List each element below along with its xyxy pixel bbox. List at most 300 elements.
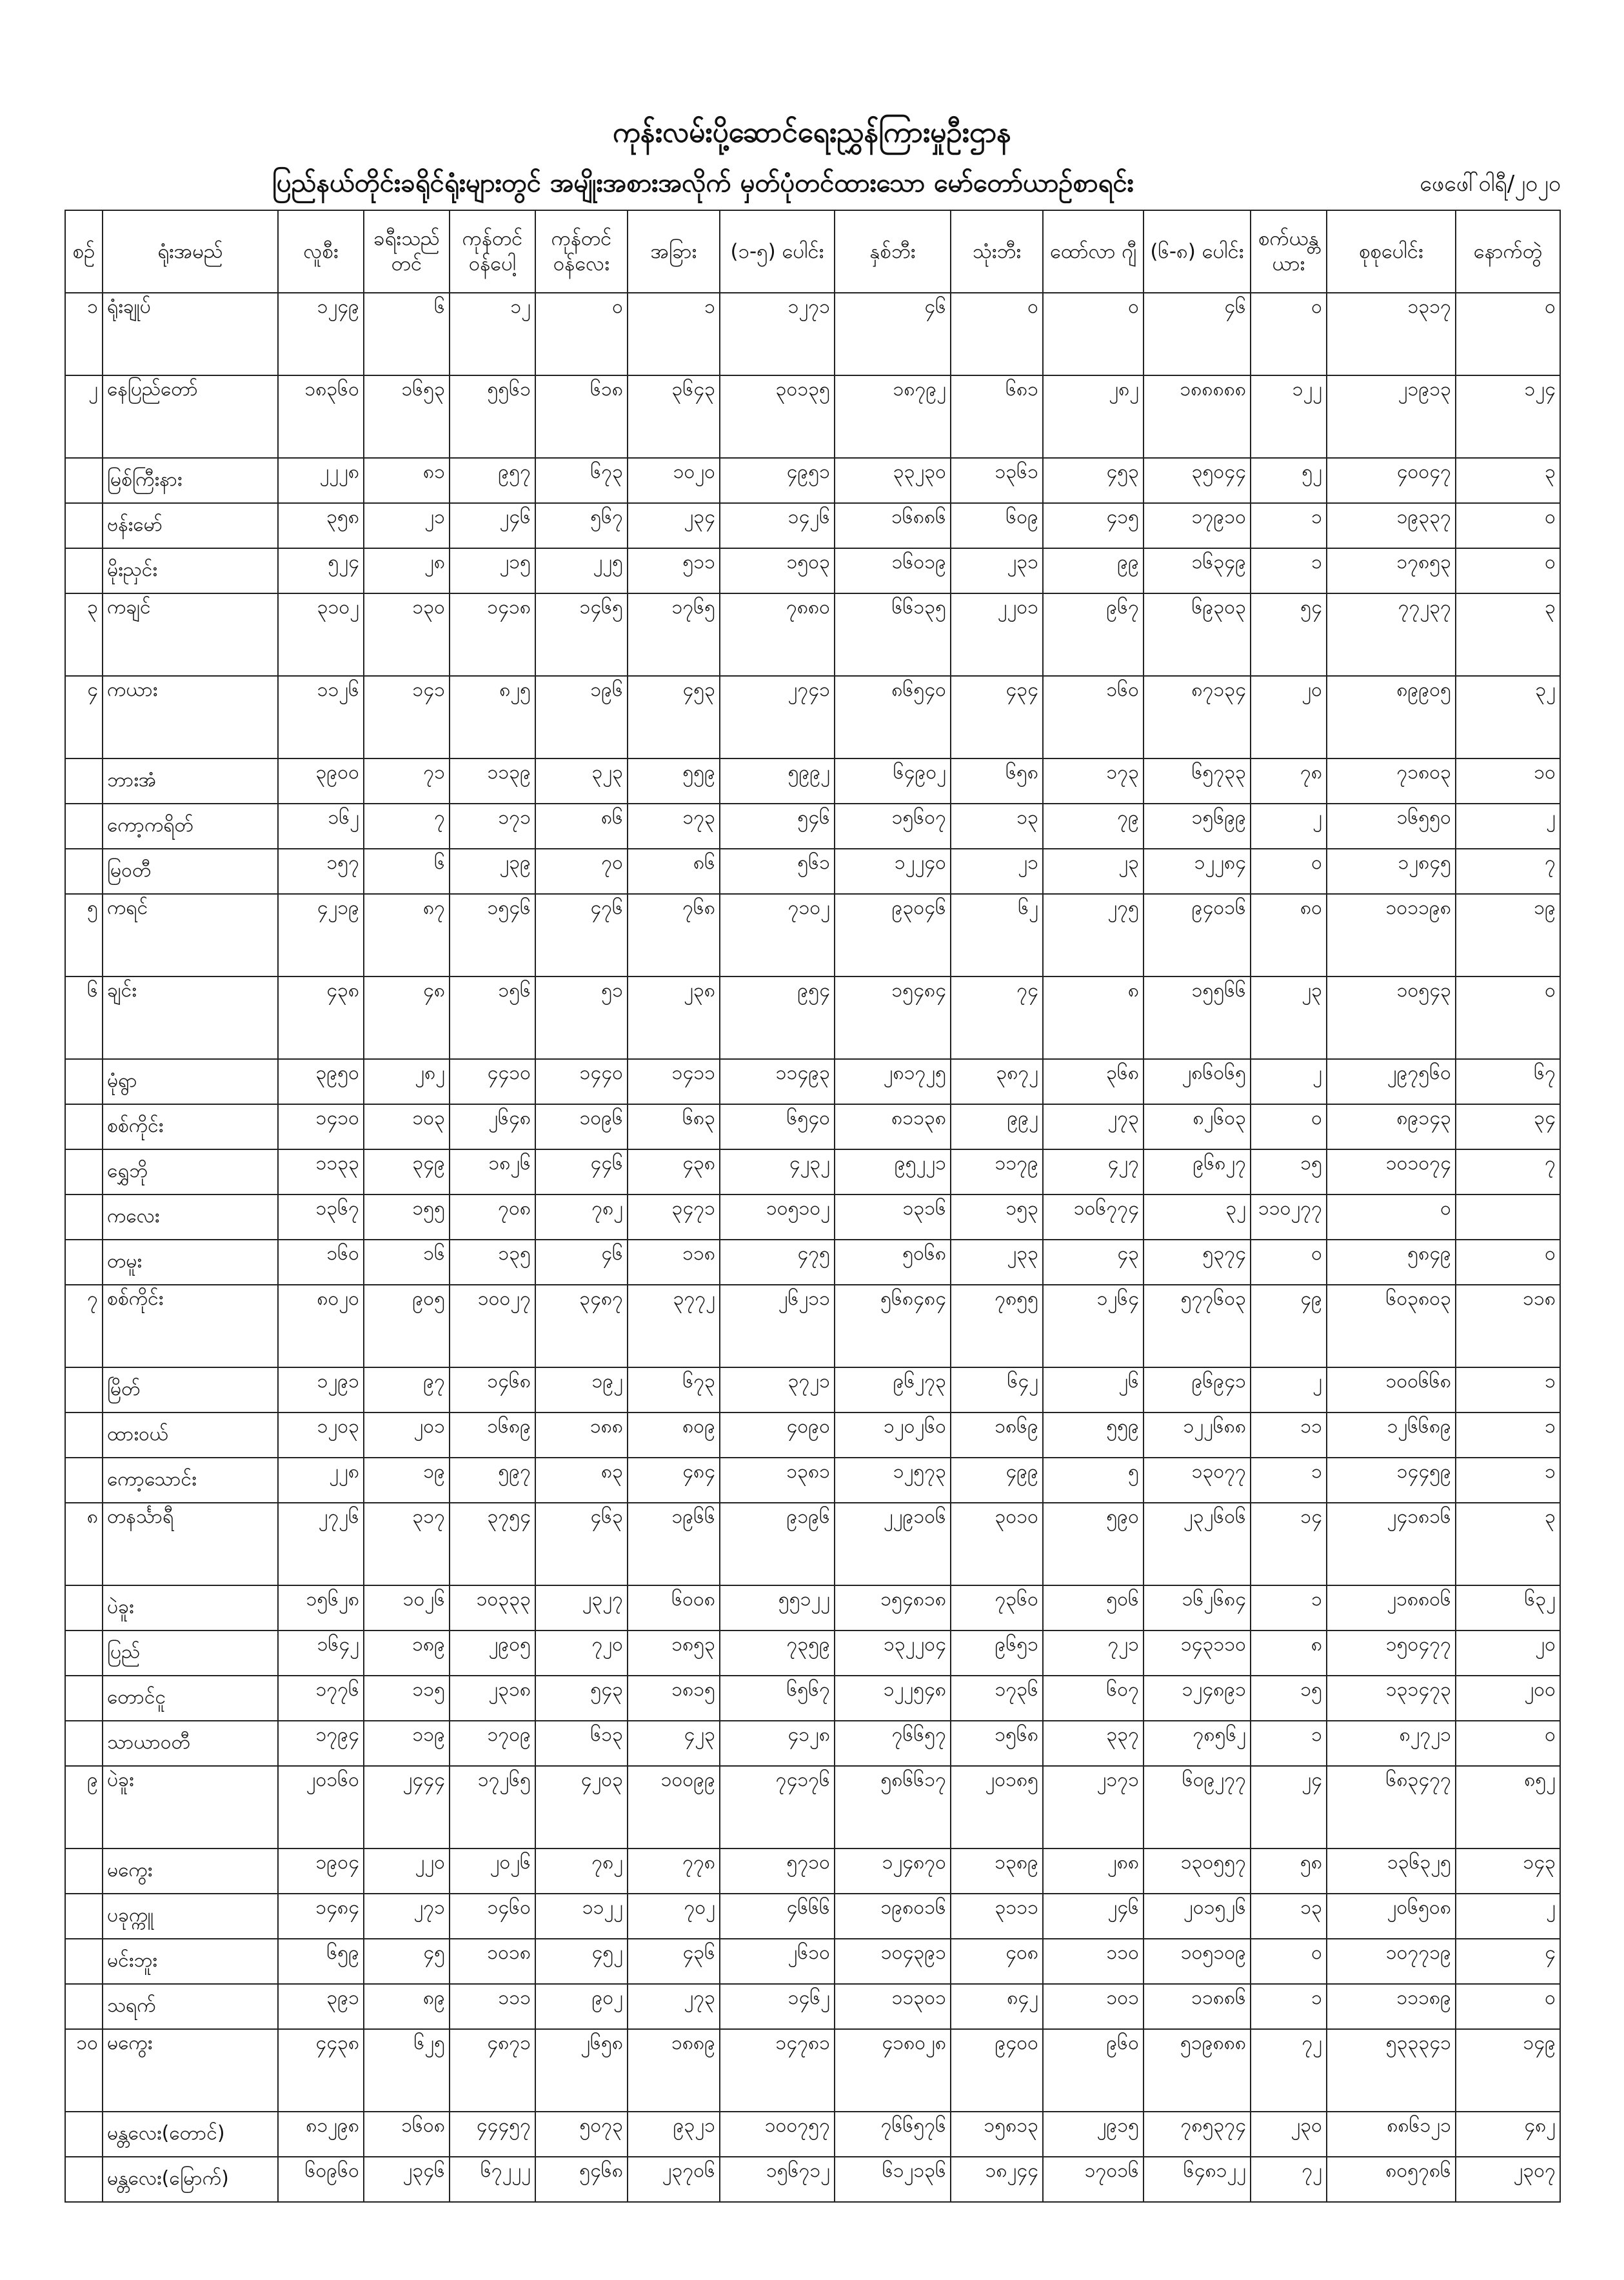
- document-subtitle: ပြည်နယ်တိုင်းခရိုင်ရုံးများတွင် အမျိုးအစားအလိုက် မှတ်ပုံတင်ထားသော မော်တော်ယာဉ်စာရင်း: [272, 168, 1134, 198]
- table-cell: ၄၃၈: [628, 1149, 720, 1195]
- table-row: [65, 1104, 1560, 1149]
- table-cell: ၇၃၆၀: [951, 1585, 1043, 1631]
- table-row: [65, 503, 1560, 548]
- table-cell: ၂၁၅: [450, 548, 535, 593]
- column-header: လူစီး: [278, 210, 364, 293]
- table-cell: ၉၀၅: [364, 1285, 450, 1367]
- table-cell: ၁၀၅၁၀၂: [720, 1195, 835, 1240]
- table-row: [65, 849, 1560, 894]
- table-cell: ၁၁၈: [1456, 1285, 1560, 1367]
- table-cell: ၁၅၈၁၃: [951, 2112, 1043, 2157]
- table-row: [65, 1849, 1560, 1894]
- table-cell: ၂၃၇၀၆: [628, 2157, 720, 2202]
- table-cell: ၁၁၅: [364, 1676, 450, 1721]
- table-cell: ၈၅၂: [1456, 1766, 1560, 1849]
- row-serial: [65, 548, 103, 593]
- table-cell: ၁၄: [1251, 1503, 1327, 1585]
- table-cell: ၅၄၆၈: [535, 2157, 628, 2202]
- table-cell: ၁၇၉၄: [278, 1721, 364, 1766]
- table-cell: ၁၈၁၅: [628, 1676, 720, 1721]
- table-cell: ၈၂၆၀၃: [1144, 1104, 1251, 1149]
- table-cell: ၄၈၄: [628, 1458, 720, 1503]
- row-serial: [65, 1059, 103, 1104]
- office-name: ပြည်: [103, 1631, 278, 1676]
- table-cell: ၁၃၂၂၀၄: [835, 1631, 951, 1676]
- table-cell: ၁၁၈၈၆: [1144, 1984, 1251, 2029]
- office-name: ဘားအံ: [103, 758, 278, 804]
- table-cell: ၄၆၃: [535, 1503, 628, 1585]
- table-cell: ၃၃၇: [1043, 1721, 1144, 1766]
- table-cell: ၇၈၅၅: [951, 1285, 1043, 1367]
- table-cell: ၆၈၃: [628, 1104, 720, 1149]
- table-cell: ၃၀၁၀: [951, 1503, 1043, 1585]
- table-cell: ၅၅၁၂၂: [720, 1585, 835, 1631]
- table-cell: ၅၄: [1251, 593, 1327, 676]
- table-cell: ၂၈၈: [1043, 1849, 1144, 1894]
- table-cell: ၂၇၂၆: [278, 1503, 364, 1585]
- row-serial: ၂: [65, 375, 103, 458]
- table-cell: ၆၀၉၂၇၇: [1144, 1766, 1251, 1849]
- row-serial: [65, 2157, 103, 2202]
- table-cell: ၁၄၁၀: [278, 1104, 364, 1149]
- table-row: [65, 1195, 1560, 1240]
- office-name: ရွှေဘို: [103, 1149, 278, 1195]
- office-name: တနင်္သာရီ: [103, 1503, 278, 1585]
- table-cell: ၆၅၄၀: [720, 1104, 835, 1149]
- office-name: မန္တလေး(မြောက်): [103, 2157, 278, 2202]
- row-serial: [65, 503, 103, 548]
- table-row: [65, 548, 1560, 593]
- table-cell: ၁၆၀: [278, 1240, 364, 1285]
- table-cell: ၂၉၇၅၆၀: [1327, 1059, 1456, 1104]
- table-cell: ၃၄၈၇: [535, 1285, 628, 1367]
- table-cell: ၄၉: [1251, 1285, 1327, 1367]
- table-cell: ၁၂၅၇၃: [835, 1458, 951, 1503]
- column-header: (၁-၅) ပေါင်း: [720, 210, 835, 293]
- table-cell: ၁၈၈: [535, 1413, 628, 1458]
- row-serial: [65, 1367, 103, 1413]
- table-cell: ၈၉: [364, 1984, 450, 2029]
- table-cell: ၁၈၆၉: [951, 1413, 1043, 1458]
- office-name: တမူး: [103, 1240, 278, 1285]
- column-header: စက်ယန္တယား: [1251, 210, 1327, 293]
- table-cell: ၁၄၃: [1456, 1849, 1560, 1894]
- table-cell: ၂၃၀၇: [1456, 2157, 1560, 2202]
- table-cell: ၉၃၀၄၆: [835, 894, 951, 976]
- table-cell: ၁၀၇၇၁၉: [1327, 1939, 1456, 1984]
- table-cell: ၁၂၂၆၈၈: [1144, 1413, 1251, 1458]
- table-cell: ၇၀၈: [450, 1195, 535, 1240]
- table-cell: ၁၈၅၃: [628, 1631, 720, 1676]
- table-cell: ၁၂၉၁: [278, 1367, 364, 1413]
- table-cell: ၁၅၆၀၇: [835, 804, 951, 849]
- table-cell: ၁: [1456, 1458, 1560, 1503]
- table-cell: ၂၈၂: [364, 1059, 450, 1104]
- column-header: နှစ်ဘီး: [835, 210, 951, 293]
- table-cell: ၁၀၀၆၆၈: [1327, 1367, 1456, 1413]
- table-cell: ၃၅၈: [278, 503, 364, 548]
- table-cell: ၃၇၅၄: [450, 1503, 535, 1585]
- table-cell: ၀: [1456, 1721, 1560, 1766]
- table-cell: ၂၆: [1043, 1367, 1144, 1413]
- column-header: ခရီးသည်တင်: [364, 210, 450, 293]
- table-cell: ၅၁၁: [628, 548, 720, 593]
- table-cell: ၆၂၅: [364, 2029, 450, 2112]
- table-cell: ၁: [1251, 548, 1327, 593]
- table-cell: ၁၀၀၉၉: [628, 1766, 720, 1849]
- table-cell: ၆၈၃၄၇၇: [1327, 1766, 1456, 1849]
- table-cell: ၄၂၃: [628, 1721, 720, 1766]
- table-cell: ၁၇၃၆: [951, 1676, 1043, 1721]
- column-header: စုစုပေါင်း: [1327, 210, 1456, 293]
- table-cell: ၁: [1251, 1984, 1327, 2029]
- office-name: ဗန်းမော်: [103, 503, 278, 548]
- table-cell: ၁၅: [1251, 1149, 1327, 1195]
- document-date: ဖေဖေါ်ဝါရီ/၂၀၂၀: [1420, 171, 1561, 197]
- table-cell: ၁၁၂၂: [535, 1894, 628, 1939]
- row-serial: [65, 804, 103, 849]
- table-cell: ၂၁၉၁၃: [1327, 375, 1456, 458]
- table-cell: ၆၀၇: [1043, 1676, 1144, 1721]
- table-cell: ၄: [1456, 1939, 1560, 1984]
- office-name: ကော့သောင်း: [103, 1458, 278, 1503]
- table-cell: ၁၄၇၈၁: [720, 2029, 835, 2112]
- table-cell: ၁၂၇၁: [720, 293, 835, 375]
- office-name: ကယား: [103, 676, 278, 758]
- table-cell: ၂: [1251, 1059, 1327, 1104]
- table-cell: ၉၆၅၁: [951, 1631, 1043, 1676]
- table-cell: ၂၃၈: [628, 976, 720, 1059]
- table-cell: ၄၅၂: [535, 1939, 628, 1984]
- table-cell: ၂၈၆၀၆၅: [1144, 1059, 1251, 1104]
- row-serial: [65, 2112, 103, 2157]
- table-cell: ၁၃၆၇: [278, 1195, 364, 1240]
- table-cell: ၁၄၄၀: [535, 1059, 628, 1104]
- row-serial: [65, 758, 103, 804]
- table-cell: ၁၂၄၉: [278, 293, 364, 375]
- row-serial: ၃: [65, 593, 103, 676]
- office-name: စစ်ကိုင်း: [103, 1104, 278, 1149]
- table-cell: ၄၃၈: [278, 976, 364, 1059]
- table-cell: ၂၂၈: [278, 1458, 364, 1503]
- table-cell: ၁၇၈၅၃: [1327, 548, 1456, 593]
- table-cell: ၁၀၉၆: [535, 1104, 628, 1149]
- row-serial: [65, 1631, 103, 1676]
- table-row: [65, 1894, 1560, 1939]
- table-cell: ၁၁၃၀၁: [835, 1984, 951, 2029]
- table-cell: ၁၈၂၆: [450, 1149, 535, 1195]
- table-cell: ၉၆၈၂၇: [1144, 1149, 1251, 1195]
- table-cell: ၆၀၃၈၀၃: [1327, 1285, 1456, 1367]
- row-serial: [65, 1413, 103, 1458]
- table-cell: ၁၄၁၈: [450, 593, 535, 676]
- table-cell: ၁၄၆၅: [535, 593, 628, 676]
- table-cell: ၂၆၂၁၁: [720, 1285, 835, 1367]
- table-cell: ၃၁၁၁: [951, 1894, 1043, 1939]
- table-cell: ၁၅၃: [951, 1195, 1043, 1240]
- office-name: ထားဝယ်: [103, 1413, 278, 1458]
- table-cell: ၂၄၆: [450, 503, 535, 548]
- table-cell: ၂၃၂၆၀၆: [1144, 1503, 1251, 1585]
- table-cell: ၄၆: [535, 1240, 628, 1285]
- office-name: ချင်း: [103, 976, 278, 1059]
- table-row: [65, 1149, 1560, 1195]
- table-cell: ၃၅၀၄၄: [1144, 458, 1251, 503]
- table-cell: ၁၉: [1456, 894, 1560, 976]
- table-cell: ၂၈၂: [1043, 375, 1144, 458]
- table-cell: ၅၂၄: [278, 548, 364, 593]
- table-cell: ၂၉၀၅: [450, 1631, 535, 1676]
- row-serial: ၄: [65, 676, 103, 758]
- table-cell: ၄၃: [1043, 1240, 1144, 1285]
- table-cell: ၇၈၂: [535, 1849, 628, 1894]
- table-cell: ၁၇၀၉: [450, 1721, 535, 1766]
- table-cell: ၆၅၉: [278, 1939, 364, 1984]
- table-cell: ၈၀၅၇၈၆: [1327, 2157, 1456, 2202]
- column-header: ကုန်တင် ဝန်ပေါ့: [450, 210, 535, 293]
- table-cell: ၁၇၂၆၅: [450, 1766, 535, 1849]
- office-name: မိုးညှင်း: [103, 548, 278, 593]
- table-cell: ၅၄၃: [535, 1676, 628, 1721]
- table-cell: ၃၂၃: [535, 758, 628, 804]
- table-cell: ၃၄: [1456, 1104, 1560, 1149]
- table-cell: ၉၆၉၄၁: [1144, 1367, 1251, 1413]
- table-cell: ၅၃၇၄: [1144, 1240, 1251, 1285]
- table-cell: ၀: [1251, 1240, 1327, 1285]
- table-cell: ၇၄: [951, 976, 1043, 1059]
- table-cell: ၁၂၀၂၆၀: [835, 1413, 951, 1458]
- table-cell: ၅၂: [1251, 458, 1327, 503]
- table-row: [65, 2112, 1560, 2157]
- table-cell: ၁၉၂: [535, 1367, 628, 1413]
- table-cell: ၈၂၅: [450, 676, 535, 758]
- table-cell: ၂၉၁၅: [1043, 2112, 1144, 2157]
- table-cell: ၀: [1327, 1195, 1456, 1240]
- table-cell: ၇၈၈၀: [720, 593, 835, 676]
- table-cell: ၁၃၁၄၇၃: [1327, 1676, 1456, 1721]
- office-name: မြဝတီ: [103, 849, 278, 894]
- table-cell: ၁၁၄၉၃: [720, 1059, 835, 1104]
- table-cell: ၅၆၇: [535, 503, 628, 548]
- table-cell: ၃၀၁၃၅: [720, 375, 835, 458]
- table-cell: ၂၈၁၇၂၅: [835, 1059, 951, 1104]
- table-cell: ၆၄၉၀၂: [835, 758, 951, 804]
- table-cell: ၁၉၆၆: [628, 1503, 720, 1585]
- table-cell: ၂၆၄၈: [450, 1104, 535, 1149]
- table-cell: ၁၉: [364, 1458, 450, 1503]
- table-cell: ၁၃၆၁: [951, 458, 1043, 503]
- row-serial: ၁: [65, 293, 103, 375]
- office-name: မကွေး: [103, 1849, 278, 1894]
- table-cell: ၃၈၇၂: [951, 1059, 1043, 1104]
- table-cell: ၂၃၁: [951, 548, 1043, 593]
- table-row: [65, 1939, 1560, 1984]
- table-row: [65, 976, 1560, 1059]
- office-name: မုံရွာ: [103, 1059, 278, 1104]
- table-cell: ၁၃၆၃၂၅: [1327, 1849, 1456, 1894]
- table-row: [65, 804, 1560, 849]
- table-cell: ၄၄၁၀: [450, 1059, 535, 1104]
- table-cell: ၇: [1456, 1149, 1560, 1195]
- table-cell: ၇၁၈၀၃: [1327, 758, 1456, 804]
- table-cell: ၂: [1251, 1367, 1327, 1413]
- table-cell: ၄၅၃: [628, 676, 720, 758]
- row-serial: ၁၀: [65, 2029, 103, 2112]
- table-cell: ၇၂၁: [1043, 1631, 1144, 1676]
- table-cell: ၁: [1456, 1413, 1560, 1458]
- table-cell: ၂၃၉: [450, 849, 535, 894]
- table-cell: ၂၈: [364, 548, 450, 593]
- table-cell: ၆၇၃: [628, 1367, 720, 1413]
- table-cell: ၁၄၂၆: [720, 503, 835, 548]
- table-cell: ၃၇၂၁: [720, 1367, 835, 1413]
- table-row: [65, 2157, 1560, 2202]
- table-cell: ၄၅၃: [1043, 458, 1144, 503]
- table-row: [65, 293, 1560, 375]
- table-cell: ၁၅၄၆: [450, 894, 535, 976]
- table-cell: ၆၅၇၃၃: [1144, 758, 1251, 804]
- table-cell: ၀: [1456, 1240, 1560, 1285]
- table-cell: ၁၂၀၃: [278, 1413, 364, 1458]
- table-cell: ၂၀: [1251, 676, 1327, 758]
- table-cell: [1456, 1195, 1560, 1240]
- table-cell: ၁၀၁၁၉၈: [1327, 894, 1456, 976]
- table-cell: ၁၈၂၄၄: [951, 2157, 1043, 2202]
- row-serial: [65, 1676, 103, 1721]
- table-cell: ၁၇၉၁၀: [1144, 503, 1251, 548]
- table-row: [65, 1059, 1560, 1104]
- table-cell: ၈၁၁၃၈: [835, 1104, 951, 1149]
- table-cell: ၀: [1043, 293, 1144, 375]
- table-row: [65, 894, 1560, 976]
- table-cell: ၁၄၁၁: [628, 1059, 720, 1104]
- table-cell: ၁၃၀: [364, 593, 450, 676]
- office-name: နေပြည်တော်: [103, 375, 278, 458]
- table-cell: ၁၆၀၁၉: [835, 548, 951, 593]
- row-serial: [65, 1585, 103, 1631]
- table-cell: ၁၄၃၁၁၀: [1144, 1631, 1251, 1676]
- table-cell: ၆: [364, 293, 450, 375]
- table-row: [65, 2029, 1560, 2112]
- column-header: စဉ်: [65, 210, 103, 293]
- table-cell: ၁၇၆၅: [628, 593, 720, 676]
- table-cell: ၆၈၁: [951, 375, 1043, 458]
- table-cell: ၉၆၂၇၃: [835, 1367, 951, 1413]
- table-cell: ၁၅၆၇၁၂: [720, 2157, 835, 2202]
- table-cell: ၄၈၂: [1456, 2112, 1560, 2157]
- table-cell: ၂၃၂၇: [535, 1585, 628, 1631]
- table-cell: ၉၇: [364, 1367, 450, 1413]
- office-name: သရက်: [103, 1984, 278, 2029]
- table-cell: ၇၀၂: [628, 1894, 720, 1939]
- office-name: မင်းဘူး: [103, 1939, 278, 1984]
- table-cell: ၁၀၂၀: [628, 458, 720, 503]
- table-cell: ၁၈၃၆၀: [278, 375, 364, 458]
- table-row: [65, 1285, 1560, 1367]
- table-cell: ၅၆၁: [720, 849, 835, 894]
- table-cell: ၇၈၅၆၂: [1144, 1721, 1251, 1766]
- office-name: တောင်ငူ: [103, 1676, 278, 1721]
- table-cell: ၁: [1251, 1721, 1327, 1766]
- table-cell: ၁၁၃၃: [278, 1149, 364, 1195]
- row-serial: [65, 1894, 103, 1939]
- table-cell: ၃၄၇၁: [628, 1195, 720, 1240]
- table-cell: ၇၀: [535, 849, 628, 894]
- table-cell: ၄၃၆: [628, 1939, 720, 1984]
- row-serial: [65, 1240, 103, 1285]
- table-cell: ၇၆၈: [628, 894, 720, 976]
- table-cell: ၃၉၀၀: [278, 758, 364, 804]
- table-cell: ၂၃၁၈: [450, 1676, 535, 1721]
- office-name: ပဲခူး: [103, 1585, 278, 1631]
- table-cell: ၅၆၈၄၈၄: [835, 1285, 951, 1367]
- table-cell: ၂: [1251, 804, 1327, 849]
- table-cell: ၃၉၅၀: [278, 1059, 364, 1104]
- table-cell: ၇: [1456, 849, 1560, 894]
- column-header: ရုံးအမည်: [103, 210, 278, 293]
- table-cell: ၄၁၅: [1043, 503, 1144, 548]
- table-cell: ၂၂၀၁: [951, 593, 1043, 676]
- table-cell: ၂၀၁၅၂၆: [1144, 1894, 1251, 1939]
- table-cell: ၁၀၆၇၇၄: [1043, 1195, 1144, 1240]
- row-serial: [65, 1939, 103, 1984]
- row-serial: ၈: [65, 1503, 103, 1585]
- table-cell: ၂: [1456, 804, 1560, 849]
- table-cell: ၈၉၁၄၃: [1327, 1104, 1456, 1149]
- table-row: [65, 1503, 1560, 1585]
- table-cell: ၁၁၀၂၇၇: [1251, 1195, 1327, 1240]
- table-cell: ၅၄၆: [720, 804, 835, 849]
- table-cell: ၂၇၃: [1043, 1104, 1144, 1149]
- table-cell: ၅၅၆၁: [450, 375, 535, 458]
- office-name: မန္တလေး(တောင်): [103, 2112, 278, 2157]
- table-cell: ၅၀၇၃: [535, 2112, 628, 2157]
- table-cell: ၈၀၉: [628, 1413, 720, 1458]
- table-cell: ၇၇၂၃၇: [1327, 593, 1456, 676]
- table-cell: ၅၅၉: [1043, 1413, 1144, 1458]
- table-cell: ၉၅၂၂၁: [835, 1149, 951, 1195]
- table-cell: ၂၀၁၆၀: [278, 1766, 364, 1849]
- table-cell: ၁၅: [1251, 1676, 1327, 1721]
- table-cell: ၀: [1251, 1939, 1327, 1984]
- table-cell: ၈၈၆၁၂၁: [1327, 2112, 1456, 2157]
- table-cell: ၆၅၈: [951, 758, 1043, 804]
- table-cell: ၁၂၄၈၇၀: [835, 1849, 951, 1894]
- table-cell: ၁၁၀: [1043, 1939, 1144, 1984]
- table-cell: ၄၀၀၄၇: [1327, 458, 1456, 503]
- table-cell: ၁၀၁၈: [450, 1939, 535, 1984]
- table-cell: ၁: [1456, 1367, 1560, 1413]
- table-cell: ၉၃၂၁: [628, 2112, 720, 2157]
- office-name: ကရင်: [103, 894, 278, 976]
- table-row: [65, 1585, 1560, 1631]
- column-header: အခြား: [628, 210, 720, 293]
- column-header: ထော်လာ ဂျီ: [1043, 210, 1144, 293]
- table-cell: ၈၉၉၀၅: [1327, 676, 1456, 758]
- table-cell: ၂၇၃: [628, 1984, 720, 2029]
- table-cell: ၄၈၇၁: [450, 2029, 535, 2112]
- table-cell: ၃၂: [1144, 1195, 1251, 1240]
- table-row: [65, 1458, 1560, 1503]
- table-cell: ၁၉၈၀၁၆: [835, 1894, 951, 1939]
- table-cell: ၉၁၉၆: [720, 1503, 835, 1585]
- table-cell: ၁၆၂: [278, 804, 364, 849]
- table-cell: ၅: [1043, 1458, 1144, 1503]
- table-cell: ၁၂၂၈၄: [1144, 849, 1251, 894]
- table-cell: ၄၁၂၈: [720, 1721, 835, 1766]
- table-cell: ၄၂၃၂: [720, 1149, 835, 1195]
- table-cell: ၂၃၄၆: [364, 2157, 450, 2202]
